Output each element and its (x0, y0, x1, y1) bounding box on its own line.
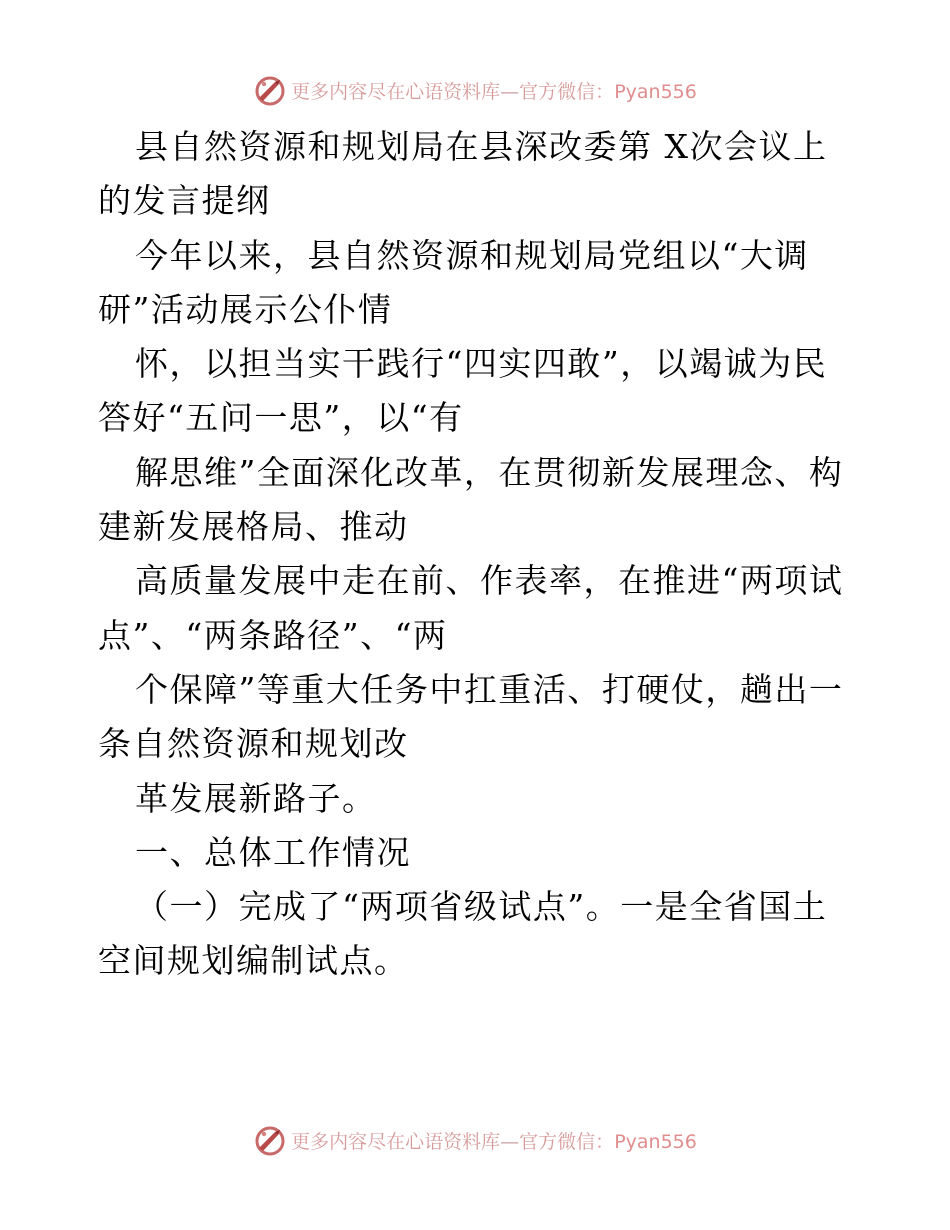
document-line: 空间规划编制试点。 (98, 941, 409, 981)
header-watermark (0, 72, 950, 108)
document-line: 答好“五问一思”，以“有 (98, 398, 464, 438)
watermark-main-text: 更多内容尽在心语资料库 (291, 80, 501, 103)
document-line: 县自然资源和规划局在县深改委第 X次会议上 (135, 127, 828, 166)
document-body (98, 120, 858, 989)
watermark-wechat-id: Pyan556 (614, 1130, 697, 1153)
document-line: 解思维”全面深化改革，在贯彻新发展理念、构 (135, 452, 844, 492)
document-line: 条自然资源和规划改 (98, 724, 409, 764)
document-line: 研”活动展示公仆情 (98, 289, 393, 329)
pen-logo-icon (253, 72, 289, 108)
document-line: （一）完成了“两项省级试点”。一是全省国土 (135, 887, 828, 927)
document-line: 的发言提纲 (98, 181, 271, 221)
watermark-suffix: 官方微信： (519, 1130, 615, 1153)
document-line: 今年以来，县自然资源和规划局党组以“大调 (135, 235, 809, 275)
document-line: 个保障”等重大任务中扛重活、打硬仗，趟出一 (135, 669, 844, 709)
watermark-text (291, 1127, 697, 1154)
document-line: 高质量发展中走在前、作表率，在推进“两项试 (135, 561, 844, 601)
document-line: 点”、“两条路径”、“两 (98, 615, 448, 655)
document-line: 建新发展格局、推动 (98, 507, 409, 547)
watermark-wechat-id: Pyan556 (614, 80, 697, 103)
document-line: 一、总体工作情况 (135, 832, 411, 872)
footer-watermark (0, 1122, 950, 1158)
document-line: 怀，以担当实干践行“四实四敢”，以竭诚为民 (135, 344, 828, 384)
watermark-suffix: 官方微信： (519, 80, 615, 103)
pen-logo-icon (253, 1122, 289, 1158)
watermark-dash: — (500, 80, 520, 103)
watermark-main-text: 更多内容尽在心语资料库 (291, 1130, 501, 1153)
document-line: 革发展新路子。 (135, 778, 377, 818)
watermark-dash: — (500, 1130, 520, 1153)
watermark-text (291, 77, 697, 104)
